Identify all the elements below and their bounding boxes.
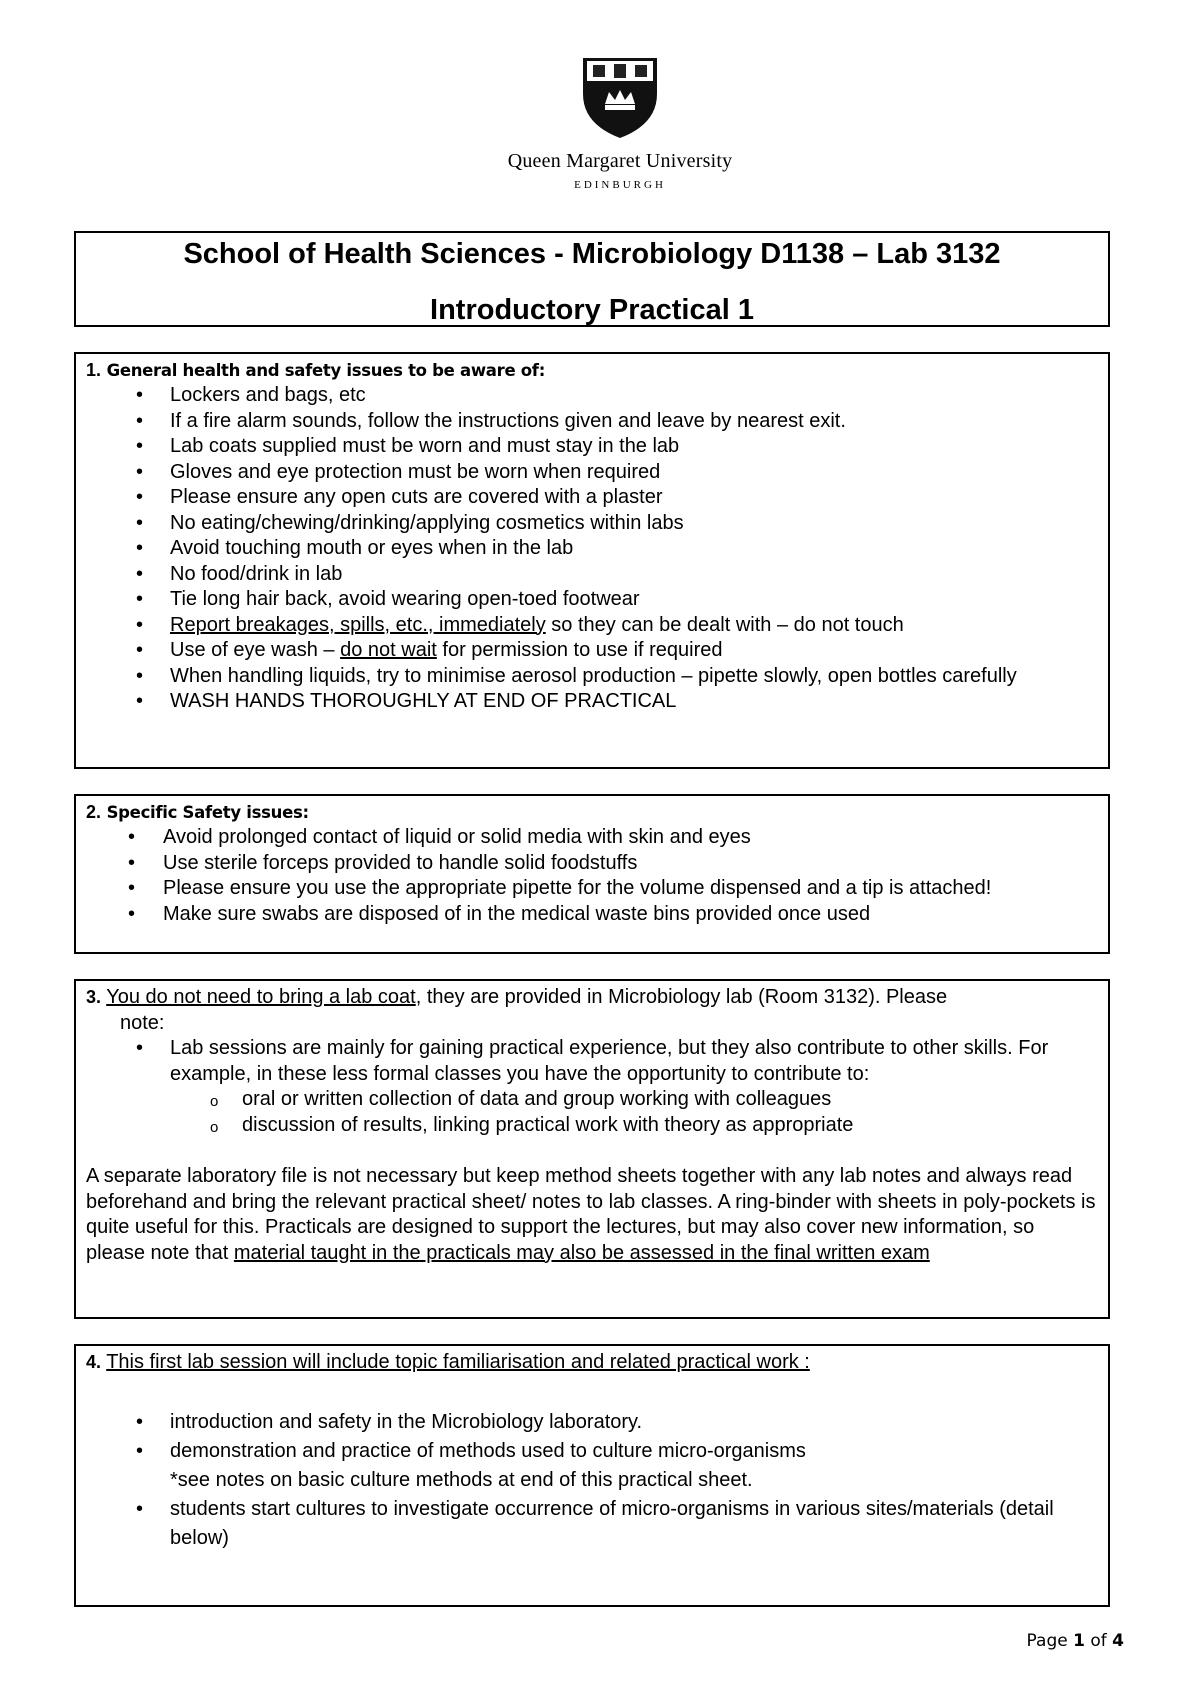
section-intro — [86, 985, 1098, 1011]
page-current: 1 — [1073, 1631, 1085, 1651]
item-text: demonstration and practice of methods used to culture micro-organisms — [170, 1439, 806, 1462]
list-item: • Avoid touching mouth or eyes when in the lab — [170, 536, 1098, 562]
report-underlined: Report breakages, spills, etc., immediately — [170, 613, 546, 636]
section-number: 4. — [86, 1352, 102, 1372]
eyewash-underlined: do not wait — [340, 639, 437, 661]
safety-list — [86, 383, 1098, 715]
list-item: • No food/drink in lab — [170, 562, 1098, 588]
list-item: • Please ensure you use the appropriate pipette for the volume dispensed and a tip is attached! — [163, 876, 1098, 902]
intro-note: note: — [120, 1011, 165, 1034]
list-item: • Please ensure any open cuts are covered with a plaster — [170, 485, 1098, 511]
title-box — [74, 231, 1110, 327]
paragraph-text: A separate laboratory file is not necessary but keep method sheets together with any lab notes and always read beforehand and bring the relevant practical sheet/ notes to lab classes. A ring-binder with sheets in poly-pockets is quite useful for this. Practicals are designed to support the lectures, but may also cover new information, so please note that — [86, 1165, 1096, 1264]
list-item: • If a fire alarm sounds, follow the instructions given and leave by nearest exit. — [170, 409, 1098, 435]
page-total: 4 — [1112, 1631, 1124, 1651]
section-heading — [86, 1350, 1098, 1376]
section-heading — [86, 358, 1098, 383]
section-lab-coat — [74, 979, 1110, 1319]
eyewash-post: for permission to use if required — [436, 639, 723, 661]
section-heading — [86, 800, 1098, 825]
list-item: • Gloves and eye protection must be worn when required — [170, 460, 1098, 486]
list-item: • introduction and safety in the Microbiology laboratory. — [170, 1408, 1098, 1437]
report-rest: so they can be dealt with – do not touch — [545, 613, 904, 636]
list-item: • Use sterile forceps provided to handle solid foodstuffs — [163, 851, 1098, 877]
lab-file-paragraph — [86, 1164, 1098, 1266]
page-subtitle: Introductory Practical 1 — [430, 294, 754, 326]
list-item: • Lab coats supplied must be worn and must stay in the lab — [170, 434, 1098, 460]
list-item — [170, 1437, 1098, 1495]
page-title: School of Health Sciences - Microbiology D1138 – Lab 3132 — [183, 238, 1001, 270]
list-item — [170, 638, 1098, 664]
section-general-safety — [74, 352, 1110, 769]
eyewash-pre: Use of eye wash – — [170, 639, 341, 661]
skills-list — [86, 1036, 1098, 1087]
section-number: 2. — [86, 802, 102, 822]
list-item: • Avoid prolonged contact of liquid or solid media with skin and eyes — [163, 825, 1098, 851]
section-number: 3. — [86, 987, 102, 1007]
university-name: Queen Margaret University — [507, 150, 733, 172]
sub-item: o discussion of results, linking practical work with theory as appropriate — [242, 1113, 1098, 1139]
section-title: This first lab session will include topic familiarisation and related practical work : — [106, 1351, 810, 1373]
list-item: • students start cultures to investigate occurrence of micro-organisms in various sites/materials (detail below) — [170, 1495, 1098, 1553]
list-item: • No eating/chewing/drinking/applying cosmetics within labs — [170, 511, 1098, 537]
section-number: 1. — [86, 360, 102, 380]
section-first-session — [74, 1344, 1110, 1607]
list-item: • Tie long hair back, avoid wearing open-toed footwear — [170, 587, 1098, 613]
page-label: Page — [1026, 1631, 1068, 1651]
list-item: • Lab sessions are mainly for gaining practical experience, but they also contribute to other skills. For example, in these less formal classes you have the opportunity to contribute to: — [170, 1036, 1098, 1087]
paragraph-underlined: material taught in the practicals may also be assessed in the final written exam — [233, 1241, 930, 1264]
page-number — [1027, 1631, 1124, 1651]
list-item: • Make sure swabs are disposed of in the medical waste bins provided once used — [163, 902, 1098, 928]
list-item — [170, 613, 1098, 639]
list-item: • WASH HANDS THOROUGHLY AT END OF PRACTICAL — [170, 689, 1098, 715]
section-title: General health and safety issues to be aware of: — [106, 361, 545, 380]
of-label: of — [1090, 1631, 1107, 1651]
skills-sublist — [86, 1087, 1098, 1138]
list-item: • Lockers and bags, etc — [170, 383, 1098, 409]
item-note: *see notes on basic culture methods at end of this practical sheet. — [170, 1468, 753, 1491]
sub-item: o oral or written collection of data and group working with colleagues — [242, 1087, 1098, 1113]
section-specific-safety — [74, 794, 1110, 954]
session-list — [86, 1408, 1098, 1553]
intro-rest: , they are provided in Microbiology lab (Room 3132). Please — [415, 986, 948, 1008]
specific-safety-list — [86, 825, 1098, 927]
crest-icon — [575, 52, 665, 142]
university-city: EDINBURGH — [574, 179, 666, 191]
university-logo — [480, 52, 760, 212]
section-title: Specific Safety issues: — [106, 803, 309, 822]
list-item: • When handling liquids, try to minimise aerosol production – pipette slowly, open bottles carefully — [170, 664, 1098, 690]
lab-coat-underlined: You do not need to bring a lab coat — [106, 986, 416, 1008]
